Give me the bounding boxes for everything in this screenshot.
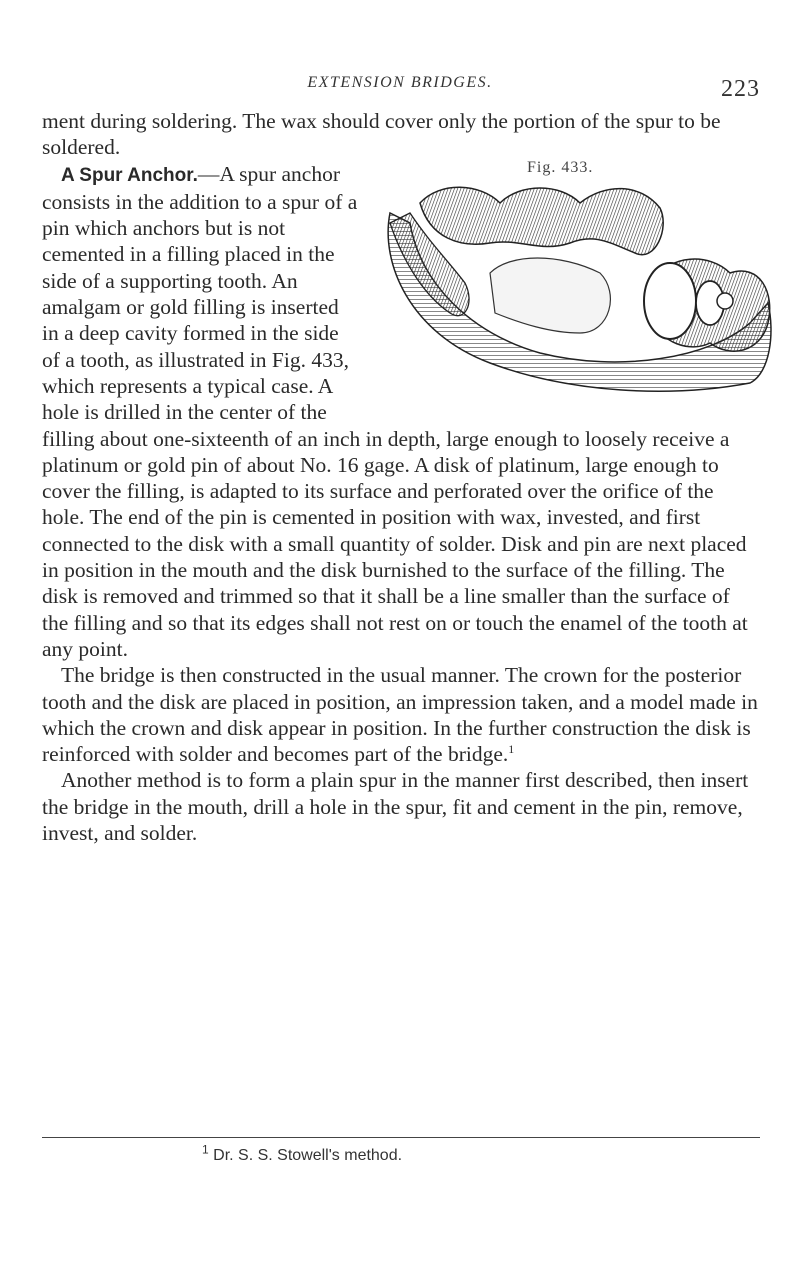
figure-433 bbox=[370, 158, 780, 401]
paragraph-3 bbox=[42, 662, 760, 767]
footnote-rule bbox=[42, 1137, 760, 1138]
footnote-ref: 1 bbox=[508, 741, 515, 756]
footnote-marker: 1 bbox=[202, 1142, 209, 1157]
paragraph-1: ment during soldering. The wax should cover only the portion of the spur to be soldered. bbox=[42, 109, 721, 160]
tooth-with-filling bbox=[644, 263, 696, 339]
page-number: 223 bbox=[721, 76, 760, 102]
paragraph-2-text: —A spur anchor consists in the addition to a spur of a pin which anchors but is not cemented in a filling placed in the side of a supporting tooth. An amalgam or gold filling is inserted in a deep cavity formed in the side of a tooth, as illustrated in Fig. 433, which represents a typical case. A hole is drilled in the center of the filling about one-sixteenth of an inch in depth, large enough to loosely receive a platinum or gold pin of about No. 16 gage. A disk of platinum, large enough to cover the filling, is adapted to its surface and perforated over the orifice of the hole. The end of the pin is cemented in position with wax, invested, and first connected to the disk with a small quantity of solder. Disk and pin are next placed in position in the mouth and the disk burnished to the surface of the filling. The disk is removed and trimmed so that it shall be a line smaller than the surface of the filling and so that its edges shall not rest on or touch the enamel of the tooth at any point. bbox=[42, 161, 748, 661]
molar-row bbox=[420, 187, 663, 255]
paragraph-4: Another method is to form a plain spur in the manner first described, then insert the bridge in the mouth, drill a hole in the spur, fit and cement in the pin, remove, invest, and solder. bbox=[42, 768, 749, 846]
teeth-illustration bbox=[370, 183, 780, 401]
body-text bbox=[42, 108, 760, 846]
middle-teeth bbox=[490, 258, 610, 333]
footnote-text: Dr. S. S. Stowell's method. bbox=[213, 1147, 403, 1164]
section-heading: A Spur Anchor. bbox=[61, 164, 198, 186]
footnote bbox=[202, 1142, 403, 1165]
running-head: EXTENSION BRIDGES. bbox=[307, 74, 493, 91]
paragraph-2 bbox=[42, 158, 760, 663]
figure-label: Fig. 433. bbox=[527, 158, 594, 176]
paragraph-3-text: The bridge is then constructed in the usual manner. The crown for the posterior tooth and the disk are placed in position, an impression taken, and a model made in which the crown and disk appear in position. In the further construction the disk is reinforced with solder and becomes part of the bridge. bbox=[42, 663, 758, 767]
pin-hole bbox=[717, 293, 733, 309]
